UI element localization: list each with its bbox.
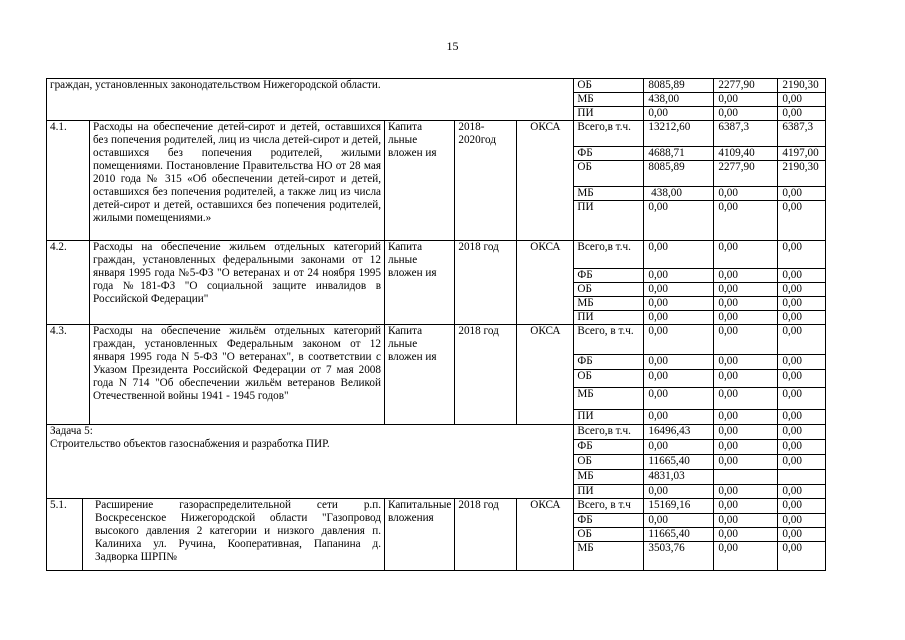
value-cell: 0,00 [778,355,826,370]
value-cell: 0,00 [644,241,714,269]
value-cell [778,470,826,485]
value-cell: 0,00 [778,425,826,440]
row-label: ПИ [574,311,644,325]
value-cell: 0,00 [778,93,826,107]
item-type: Капита льные вложен ия [385,121,455,241]
row-label: ПИ [574,107,644,121]
value-cell: 0,00 [778,325,826,355]
row-label: ОБ [574,455,644,470]
value-cell: 0,00 [644,410,714,425]
item-year: 2018 год [455,499,517,571]
item-number: 5.1. [47,499,83,571]
value-cell: 0,00 [778,370,826,388]
row-label: ОБ [574,161,644,187]
value-cell: 0,00 [714,311,778,325]
table-row [47,241,826,269]
value-cell: 438,00 [644,93,714,107]
task-text: Строительство объектов газоснабжения и разработка ПИР. [50,438,330,450]
item-year: 2018 год [455,325,517,425]
row-label: ПИ [574,201,644,241]
row-label: МБ [574,388,644,410]
item-executor: ОКСА [517,499,574,571]
value-cell: 0,00 [778,388,826,410]
value-cell: 0,00 [778,485,826,499]
value-cell: 0,00 [644,485,714,499]
item-year: 2018-2020год [455,121,517,241]
value-cell: 0,00 [778,311,826,325]
value-cell: 0,00 [644,269,714,283]
value-cell: 0,00 [778,440,826,455]
value-cell: 6387,3 [714,121,778,147]
row-label: ОБ [574,79,644,93]
budget-table [46,78,826,571]
item-description: Расходы на обеспечение жильем отдельных категорий граждан, установленных федеральными законами от 12 января 1995 года №5-ФЗ "О ветеранах и от 24 ноября 1995 года №181-ФЗ "О социальной защите инвалидов в Российской Федерации" [90,241,385,325]
item-description: Расходы на обеспечение жильём отдельных категорий граждан, установленных Федеральным законом от 12 января 1995 года N 5-ФЗ "О ветеранах", в соответствии с Указом Президента Российской Федерации от 7 мая 2008 года N 714 "Об обеспечении жильём ветеранов Великой Отечественной войны 1941 - 1945 годов" [90,325,385,425]
value-cell: 0,00 [644,325,714,355]
value-cell: 0,00 [778,283,826,297]
row-label: МБ [574,542,644,571]
value-cell: 2277,90 [714,79,778,93]
value-cell: 0,00 [778,241,826,269]
value-cell: 4688,71 [644,147,714,161]
value-cell: 0,00 [778,410,826,425]
value-cell: 0,00 [644,297,714,311]
value-cell: 0,00 [778,455,826,470]
value-cell: 4197,00 [778,147,826,161]
value-cell: 4831,03 [644,470,714,485]
value-cell: 0,00 [714,325,778,355]
value-cell: 0,00 [778,297,826,311]
value-cell: 0,00 [778,542,826,571]
value-cell: 0,00 [714,485,778,499]
table-row [47,121,826,147]
item-executor: ОКСА [517,241,574,325]
item-number: 4.1. [47,121,90,241]
row-label: МБ [574,297,644,311]
value-cell: 0,00 [778,187,826,201]
value-cell: 0,00 [714,93,778,107]
value-cell: 0,00 [714,528,778,542]
row-label: ФБ [574,269,644,283]
value-cell: 0,00 [714,370,778,388]
value-cell: 0,00 [778,201,826,241]
row-label: МБ [574,187,644,201]
value-cell: 0,00 [778,514,826,528]
row-label: ФБ [574,440,644,455]
value-cell: 0,00 [778,107,826,121]
value-cell: 15169,16 [644,499,714,514]
value-cell: 0,00 [714,241,778,269]
item-description: Расширение газораспределительной сети р.п. Воскресенское Нижегородской области "Газопровод высокого давления 2 категории и низкого давления п. Калиниха ул. Ручина, Кооперативная, Папанина д. Задворка ШРП№ [83,499,385,571]
task-title: Задача 5: [50,425,93,437]
value-cell: 0,00 [714,455,778,470]
value-cell [714,470,778,485]
row-label: ОБ [574,528,644,542]
item-executor: ОКСА [517,121,574,241]
value-cell: 0,00 [714,514,778,528]
value-cell: 2277,90 [714,161,778,187]
table-row [47,325,826,355]
row-label: МБ [574,470,644,485]
page-number: 15 [446,39,459,53]
value-cell: 0,00 [644,201,714,241]
item-number: 4.2. [47,241,90,325]
value-cell: 0,00 [644,514,714,528]
task-5-cell [47,425,574,499]
row-label: ПИ [574,485,644,499]
value-cell: 0,00 [714,283,778,297]
value-cell: 0,00 [714,425,778,440]
value-cell: 16496,43 [644,425,714,440]
row-label: Всего,в т.ч. [574,241,644,269]
value-cell: 0,00 [714,187,778,201]
item-executor: ОКСА [517,325,574,425]
value-cell: 11665,40 [644,455,714,470]
value-cell: 0,00 [714,107,778,121]
value-cell: 0,00 [644,370,714,388]
value-cell: 0,00 [714,388,778,410]
value-cell: 2190,30 [778,161,826,187]
row-label: ПИ [574,410,644,425]
value-cell: 2190,30 [778,79,826,93]
value-cell: 0,00 [644,107,714,121]
item-description: Расходы на обеспечение детей-сирот и детей, оставшихся без попечения родителей, лиц из числа детей-сирот и детей, оставшихся без попечения родителей, жилыми помещениями. Постановление Правительства НО от 28 мая 2010 года № 315 «Об обеспечении детей-сирот и детей, оставшихся без попечения родителей, а также лиц из числа детей-сирот и детей, оставшихся без попечения родителей, жилыми помещениями.» [90,121,385,241]
row-label: ОБ [574,370,644,388]
table-row [47,425,826,440]
value-cell: 0,00 [644,283,714,297]
value-cell: 0,00 [714,410,778,425]
table-row [47,79,826,93]
value-cell: 438,00 [644,187,714,201]
value-cell: 0,00 [644,440,714,455]
intro-text: граждан, установленных законодательством Нижегородской области. [47,79,574,121]
value-cell: 3503,76 [644,542,714,571]
row-label: ФБ [574,147,644,161]
value-cell: 0,00 [644,388,714,410]
value-cell: 0,00 [714,542,778,571]
item-number: 4.3. [47,325,90,425]
row-label: ОБ [574,283,644,297]
value-cell: 0,00 [778,499,826,514]
value-cell: 0,00 [714,269,778,283]
value-cell: 8085,89 [644,161,714,187]
value-cell: 13212,60 [644,121,714,147]
item-year: 2018 год [455,241,517,325]
item-type: Капита льные вложен ия [385,325,455,425]
table-row [47,499,826,514]
value-cell: 6387,3 [778,121,826,147]
value-cell: 0,00 [714,440,778,455]
item-type: Капитальные вложения [385,499,455,571]
value-cell: 11665,40 [644,528,714,542]
row-label: Всего,в т.ч. [574,121,644,147]
value-cell: 0,00 [644,311,714,325]
value-cell: 0,00 [714,499,778,514]
value-cell: 0,00 [714,355,778,370]
value-cell: 0,00 [714,201,778,241]
value-cell: 0,00 [714,297,778,311]
value-cell: 0,00 [644,355,714,370]
row-label: ФБ [574,514,644,528]
value-cell: 4109,40 [714,147,778,161]
item-type: Капита льные вложен ия [385,241,455,325]
row-label: Всего, в т.ч [574,499,644,514]
row-label: ФБ [574,355,644,370]
row-label: Всего,в т.ч. [574,425,644,440]
value-cell: 0,00 [778,269,826,283]
value-cell: 0,00 [778,528,826,542]
row-label: Всего, в т.ч. [574,325,644,355]
row-label: МБ [574,93,644,107]
value-cell: 8085,89 [644,79,714,93]
